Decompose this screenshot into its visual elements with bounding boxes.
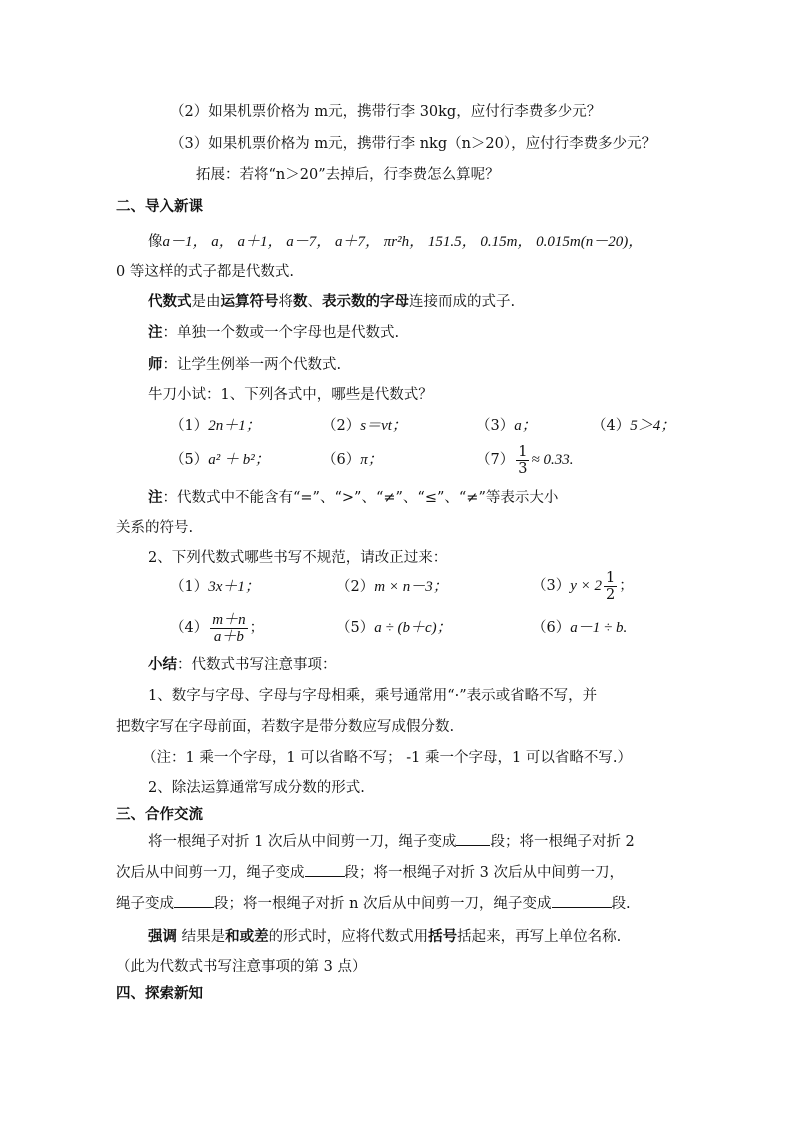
coop-text: 段；将一根绳子对折 n 次后从中间剪一刀，绳子变成 — [214, 896, 552, 912]
question-3: （3）如果机票价格为 m元，携带行李 nkg（n＞20），应付行李费多少元？ — [170, 136, 657, 152]
def-letters: 表示数的字母 — [322, 293, 409, 310]
note-text: ：单独一个数或一个字母也是代数式. — [162, 325, 400, 341]
item-expression: 5＞4； — [630, 418, 676, 434]
rule-1-line-2: 把数字写在字母前面，若数字是带分数应写成假分数. — [116, 719, 455, 735]
exercise-1-title: 牛刀小试：1、下列各式中，哪些是代数式？ — [148, 387, 433, 403]
fraction-numerator: m＋n — [212, 611, 246, 628]
summary-text: ：代数式书写注意事项： — [177, 657, 337, 673]
section-heading-4: 四、探索新知 — [116, 985, 203, 1002]
item-expression: y × 2 — [570, 578, 603, 594]
note-label: 注 — [148, 324, 163, 341]
answer-blank[interactable] — [552, 893, 612, 908]
def-operators: 运算符号 — [220, 293, 279, 310]
coop-text: 将一根绳子对折 1 次后从中间剪一刀，绳子变成 — [148, 834, 457, 850]
coop-text: 段. — [611, 896, 631, 912]
emphasis-brackets: 括号 — [428, 928, 458, 945]
note-2-continuation: 关系的符号. — [116, 520, 194, 536]
exercise-1-item-5 — [170, 450, 270, 470]
cooperation-line-3 — [116, 893, 631, 914]
emphasis-line — [148, 927, 621, 947]
item-expression: s＝vt； — [360, 418, 407, 434]
exercise-1-item-2 — [322, 416, 407, 436]
exercise-2-item-3 — [532, 566, 634, 606]
exercise-1-item-4 — [592, 416, 675, 436]
teacher-text: ：让学生例举一两个代数式. — [162, 357, 342, 373]
cooperation-line-1 — [148, 831, 635, 852]
exercise-1-item-1 — [170, 416, 261, 436]
exercise-2-item-4 — [170, 608, 264, 648]
fraction-numerator: 1 — [606, 569, 616, 586]
emphasis-sum-diff: 和或差 — [225, 928, 269, 945]
definition-line — [148, 292, 515, 312]
exercise-2-title: 2、下列代数式哪些书写不规范，请改正过来： — [148, 550, 448, 566]
answer-blank[interactable] — [456, 831, 490, 846]
section-heading-3: 三、合作交流 — [116, 806, 203, 823]
exercise-1-item-7 — [476, 440, 573, 480]
item-label: （4） — [170, 620, 209, 636]
item-label: （1） — [170, 579, 209, 595]
item-label: （2） — [336, 579, 375, 595]
item-expression: a² ＋ b²； — [208, 452, 270, 468]
emphasis-note: （此为代数式书写注意事项的第 3 点） — [116, 959, 367, 975]
note-line — [148, 323, 399, 343]
exercise-2-item-6 — [532, 618, 627, 638]
def-term: 代数式 — [148, 293, 192, 310]
item-label: （6） — [532, 620, 571, 636]
item-label: （5） — [170, 452, 209, 468]
item-label: （7） — [476, 452, 515, 468]
fraction — [604, 570, 617, 603]
answer-blank[interactable] — [174, 893, 214, 908]
item-expression: a ÷ (b＋c)； — [374, 620, 452, 636]
section-heading-2: 二、导入新课 — [116, 198, 203, 215]
intro-prefix: 像 — [148, 234, 163, 250]
emphasis-label: 强调 — [148, 928, 177, 945]
coop-text: 绳子变成 — [116, 896, 174, 912]
fraction-denominator: 3 — [518, 460, 528, 477]
summary-label: 小结 — [148, 656, 177, 673]
def-text-4: 连接而成的式子. — [409, 294, 516, 310]
note-2-label: 注 — [148, 489, 163, 506]
emphasis-text: 结果是 — [177, 929, 226, 945]
fraction — [516, 444, 529, 477]
item-expression: a－1 ÷ b. — [570, 620, 628, 636]
item-label: （3） — [532, 578, 571, 594]
summary-line — [148, 655, 337, 675]
extension-text: 拓展：若将“n＞20”去掉后，行李费怎么算呢？ — [196, 167, 500, 183]
item-end: ； — [619, 578, 634, 594]
item-expression: m × n－3； — [374, 579, 448, 595]
note-2-line — [148, 488, 558, 508]
item-label: （4） — [592, 418, 631, 434]
intro-tail: 0 等这样的式子都是代数式. — [116, 264, 294, 280]
rule-1-note: （注：1 乘一个字母，1 可以省略不写； -1 乘一个字母，1 可以省略不写.） — [142, 750, 632, 766]
coop-text: 段；将一根绳子对折 2 — [490, 834, 635, 850]
emphasis-text: 的形式时，应将代数式用 — [268, 929, 429, 945]
coop-text: 次后从中间剪一刀，绳子变成 — [116, 865, 305, 881]
def-text-3: 、 — [307, 294, 322, 310]
question-2: （2）如果机票价格为 m元，携带行李 30kg，应付行李费多少元？ — [170, 104, 602, 120]
def-text-1: 是由 — [191, 294, 221, 310]
fraction-numerator: 1 — [518, 443, 528, 460]
item-expression: ≈ 0.33. — [531, 452, 574, 468]
exercise-2-item-1 — [170, 577, 260, 597]
item-expression: π； — [360, 452, 383, 468]
item-expression: 3x＋1； — [208, 579, 260, 595]
fraction — [210, 612, 247, 645]
answer-blank[interactable] — [305, 862, 345, 877]
exercise-1-item-3 — [476, 416, 537, 436]
item-label: （2） — [322, 418, 361, 434]
note-2-text: ：代数式中不能含有“=”、“>”、“≠”、“≤”、“≠”等表示大小 — [162, 490, 559, 506]
exercise-2-item-2 — [336, 577, 448, 597]
def-text-2: 将 — [278, 294, 293, 310]
item-end: ； — [249, 620, 265, 636]
item-label: （3） — [476, 418, 515, 434]
def-numbers: 数 — [293, 293, 308, 310]
emphasis-text: 括起来，再写上单位名称. — [457, 929, 622, 945]
item-label: （1） — [170, 418, 209, 434]
teacher-line — [148, 355, 341, 375]
item-expression: 2n＋1； — [208, 418, 261, 434]
coop-text: 段；将一根绳子对折 3 次后从中间剪一刀， — [344, 865, 624, 881]
item-label: （5） — [336, 620, 375, 636]
intro-line — [148, 232, 643, 252]
rule-1-line-1: 1、数字与字母、字母与字母相乘，乘号通常用“·”表示或省略不写，并 — [148, 688, 598, 704]
exercise-1-item-6 — [322, 450, 383, 470]
item-expression: a； — [514, 418, 537, 434]
fraction-denominator: a＋b — [213, 628, 244, 645]
exercise-2-item-5 — [336, 618, 452, 638]
cooperation-line-2 — [116, 862, 624, 883]
item-label: （6） — [322, 452, 361, 468]
intro-expressions: a－1， a， a＋1， a－7， a＋7， πr²h， 151.5， 0.15m， 0.015m(n－20)， — [162, 234, 644, 250]
rule-2: 2、除法运算通常写成分数的形式. — [148, 780, 365, 796]
teacher-label: 师 — [148, 356, 163, 373]
fraction-denominator: 2 — [606, 586, 616, 603]
